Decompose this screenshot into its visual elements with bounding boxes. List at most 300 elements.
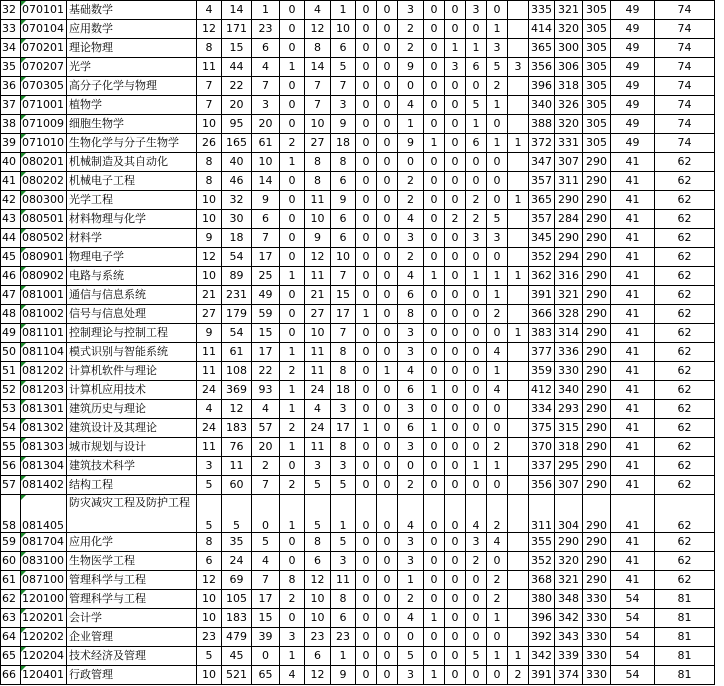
major-name-cell[interactable]: 信号与信息处理 xyxy=(67,305,197,324)
major-code-cell[interactable] xyxy=(21,571,67,590)
value-cell[interactable]: 290 xyxy=(583,457,611,476)
value-cell[interactable]: 4 xyxy=(487,533,508,552)
value-cell[interactable]: 5 xyxy=(252,533,280,552)
value-cell[interactable]: 320 xyxy=(555,115,583,134)
value-cell[interactable]: 8 xyxy=(331,362,356,381)
value-cell[interactable]: 315 xyxy=(555,419,583,438)
value-cell[interactable]: 0 xyxy=(424,191,445,210)
major-code-cell[interactable] xyxy=(21,286,67,305)
value-cell[interactable]: 0 xyxy=(377,305,398,324)
major-code-cell[interactable] xyxy=(21,362,67,381)
value-cell[interactable]: 328 xyxy=(555,305,583,324)
major-code-cell[interactable] xyxy=(21,58,67,77)
value-cell[interactable]: 2 xyxy=(398,172,424,191)
value-cell[interactable] xyxy=(508,476,529,495)
major-code-cell[interactable] xyxy=(21,134,67,153)
value-cell[interactable]: 0 xyxy=(377,533,398,552)
value-cell[interactable]: 0 xyxy=(445,324,466,343)
value-cell[interactable]: 1 xyxy=(508,324,529,343)
value-cell[interactable]: 377 xyxy=(529,343,555,362)
value-cell[interactable]: 17 xyxy=(252,248,280,267)
major-name-cell[interactable]: 结构工程 xyxy=(67,476,197,495)
value-cell[interactable]: 0 xyxy=(377,77,398,96)
value-cell[interactable]: 0 xyxy=(377,400,398,419)
value-cell[interactable] xyxy=(508,96,529,115)
value-cell[interactable]: 0 xyxy=(280,286,305,305)
value-cell[interactable]: 6 xyxy=(466,134,487,153)
value-cell[interactable]: 1 xyxy=(280,438,305,457)
value-cell[interactable]: 4 xyxy=(252,552,280,571)
value-cell[interactable]: 2 xyxy=(487,438,508,457)
value-cell[interactable] xyxy=(508,457,529,476)
value-cell[interactable]: 7 xyxy=(252,77,280,96)
value-cell[interactable] xyxy=(508,362,529,381)
value-cell[interactable]: 41 xyxy=(611,362,655,381)
value-cell[interactable]: 0 xyxy=(466,324,487,343)
value-cell[interactable]: 3 xyxy=(331,400,356,419)
value-cell[interactable]: 10 xyxy=(197,191,222,210)
value-cell[interactable]: 290 xyxy=(583,400,611,419)
value-cell[interactable]: 0 xyxy=(377,495,398,533)
value-cell[interactable]: 0 xyxy=(424,305,445,324)
value-cell[interactable]: 0 xyxy=(424,590,445,609)
value-cell[interactable]: 0 xyxy=(487,628,508,647)
value-cell[interactable]: 0 xyxy=(466,438,487,457)
value-cell[interactable]: 62 xyxy=(655,267,715,286)
value-cell[interactable]: 0 xyxy=(280,305,305,324)
value-cell[interactable]: 290 xyxy=(583,419,611,438)
row-number-cell[interactable]: 38 xyxy=(1,115,21,134)
row-number-cell[interactable]: 32 xyxy=(1,1,21,20)
value-cell[interactable]: 0 xyxy=(424,571,445,590)
value-cell[interactable]: 4 xyxy=(398,495,424,533)
value-cell[interactable]: 3 xyxy=(398,343,424,362)
value-cell[interactable]: 12 xyxy=(305,571,331,590)
value-cell[interactable]: 0 xyxy=(356,552,377,571)
value-cell[interactable]: 11 xyxy=(222,457,252,476)
value-cell[interactable]: 1 xyxy=(280,153,305,172)
value-cell[interactable]: 392 xyxy=(529,628,555,647)
value-cell[interactable]: 41 xyxy=(611,286,655,305)
value-cell[interactable]: 81 xyxy=(655,590,715,609)
value-cell[interactable]: 1 xyxy=(280,267,305,286)
value-cell[interactable]: 0 xyxy=(356,134,377,153)
value-cell[interactable]: 1 xyxy=(331,495,356,533)
major-code-cell[interactable] xyxy=(21,400,67,419)
value-cell[interactable]: 0 xyxy=(356,39,377,58)
value-cell[interactable]: 0 xyxy=(424,229,445,248)
value-cell[interactable]: 1 xyxy=(280,400,305,419)
value-cell[interactable]: 9 xyxy=(252,191,280,210)
value-cell[interactable]: 54 xyxy=(222,248,252,267)
value-cell[interactable]: 1 xyxy=(487,362,508,381)
value-cell[interactable]: 74 xyxy=(655,134,715,153)
value-cell[interactable]: 1 xyxy=(377,362,398,381)
major-code-cell[interactable] xyxy=(21,248,67,267)
value-cell[interactable]: 27 xyxy=(197,305,222,324)
value-cell[interactable] xyxy=(508,609,529,628)
value-cell[interactable]: 290 xyxy=(583,495,611,533)
value-cell[interactable]: 305 xyxy=(583,58,611,77)
value-cell[interactable]: 62 xyxy=(655,305,715,324)
value-cell[interactable]: 4 xyxy=(305,400,331,419)
value-cell[interactable]: 357 xyxy=(529,210,555,229)
value-cell[interactable]: 396 xyxy=(529,77,555,96)
value-cell[interactable]: 62 xyxy=(655,438,715,457)
value-cell[interactable]: 41 xyxy=(611,343,655,362)
value-cell[interactable] xyxy=(508,628,529,647)
value-cell[interactable] xyxy=(508,1,529,20)
value-cell[interactable]: 8 xyxy=(331,590,356,609)
value-cell[interactable]: 24 xyxy=(305,381,331,400)
value-cell[interactable]: 368 xyxy=(529,571,555,590)
value-cell[interactable]: 81 xyxy=(655,666,715,685)
value-cell[interactable]: 18 xyxy=(222,229,252,248)
value-cell[interactable]: 290 xyxy=(583,343,611,362)
value-cell[interactable]: 3 xyxy=(487,39,508,58)
value-cell[interactable]: 0 xyxy=(424,362,445,381)
value-cell[interactable]: 347 xyxy=(529,153,555,172)
value-cell[interactable]: 6 xyxy=(398,286,424,305)
value-cell[interactable]: 330 xyxy=(583,628,611,647)
value-cell[interactable]: 62 xyxy=(655,172,715,191)
value-cell[interactable]: 95 xyxy=(222,115,252,134)
row-number-cell[interactable]: 33 xyxy=(1,20,21,39)
value-cell[interactable]: 0 xyxy=(280,324,305,343)
value-cell[interactable]: 10 xyxy=(331,248,356,267)
value-cell[interactable]: 6 xyxy=(331,229,356,248)
major-name-cell[interactable]: 会计学 xyxy=(67,609,197,628)
value-cell[interactable]: 62 xyxy=(655,381,715,400)
value-cell[interactable]: 6 xyxy=(252,39,280,58)
value-cell[interactable]: 330 xyxy=(583,647,611,666)
value-cell[interactable]: 1 xyxy=(508,191,529,210)
value-cell[interactable]: 3 xyxy=(331,96,356,115)
value-cell[interactable]: 0 xyxy=(424,343,445,362)
value-cell[interactable]: 0 xyxy=(424,20,445,39)
value-cell[interactable]: 340 xyxy=(555,381,583,400)
value-cell[interactable]: 0 xyxy=(424,58,445,77)
value-cell[interactable]: 0 xyxy=(356,666,377,685)
value-cell[interactable]: 306 xyxy=(555,58,583,77)
value-cell[interactable]: 0 xyxy=(445,628,466,647)
row-number-cell[interactable]: 34 xyxy=(1,39,21,58)
value-cell[interactable]: 8 xyxy=(197,39,222,58)
value-cell[interactable]: 0 xyxy=(487,476,508,495)
value-cell[interactable]: 290 xyxy=(583,210,611,229)
value-cell[interactable]: 57 xyxy=(252,419,280,438)
value-cell[interactable]: 294 xyxy=(555,248,583,267)
major-code-cell[interactable] xyxy=(21,172,67,191)
value-cell[interactable]: 0 xyxy=(356,153,377,172)
value-cell[interactable]: 1 xyxy=(331,1,356,20)
value-cell[interactable]: 0 xyxy=(445,381,466,400)
row-number-cell[interactable]: 56 xyxy=(1,457,21,476)
value-cell[interactable]: 5 xyxy=(331,476,356,495)
value-cell[interactable]: 61 xyxy=(222,343,252,362)
value-cell[interactable] xyxy=(508,305,529,324)
value-cell[interactable]: 412 xyxy=(529,381,555,400)
value-cell[interactable]: 0 xyxy=(377,571,398,590)
major-name-cell[interactable]: 建筑技术科学 xyxy=(67,457,197,476)
value-cell[interactable]: 0 xyxy=(356,191,377,210)
value-cell[interactable]: 1 xyxy=(252,1,280,20)
value-cell[interactable]: 8 xyxy=(305,172,331,191)
value-cell[interactable]: 0 xyxy=(377,628,398,647)
value-cell[interactable]: 6 xyxy=(305,552,331,571)
value-cell[interactable]: 2 xyxy=(280,590,305,609)
value-cell[interactable]: 0 xyxy=(466,362,487,381)
major-code-cell[interactable] xyxy=(21,324,67,343)
value-cell[interactable] xyxy=(508,39,529,58)
value-cell[interactable]: 41 xyxy=(611,419,655,438)
value-cell[interactable]: 365 xyxy=(529,191,555,210)
major-name-cell[interactable]: 电路与系统 xyxy=(67,267,197,286)
value-cell[interactable]: 2 xyxy=(280,362,305,381)
value-cell[interactable]: 23 xyxy=(305,628,331,647)
value-cell[interactable]: 5 xyxy=(305,476,331,495)
value-cell[interactable]: 49 xyxy=(611,39,655,58)
value-cell[interactable]: 2 xyxy=(466,552,487,571)
row-number-cell[interactable]: 43 xyxy=(1,210,21,229)
value-cell[interactable]: 305 xyxy=(583,115,611,134)
value-cell[interactable]: 305 xyxy=(583,1,611,20)
value-cell[interactable]: 290 xyxy=(583,533,611,552)
value-cell[interactable] xyxy=(508,571,529,590)
value-cell[interactable]: 0 xyxy=(445,343,466,362)
row-number-cell[interactable]: 47 xyxy=(1,286,21,305)
value-cell[interactable]: 0 xyxy=(445,476,466,495)
value-cell[interactable]: 2 xyxy=(398,248,424,267)
value-cell[interactable]: 0 xyxy=(280,248,305,267)
value-cell[interactable]: 12 xyxy=(197,20,222,39)
value-cell[interactable]: 0 xyxy=(356,248,377,267)
value-cell[interactable]: 0 xyxy=(280,172,305,191)
value-cell[interactable]: 49 xyxy=(611,77,655,96)
value-cell[interactable]: 0 xyxy=(424,1,445,20)
value-cell[interactable]: 305 xyxy=(583,39,611,58)
value-cell[interactable]: 8 xyxy=(197,533,222,552)
row-number-cell[interactable]: 61 xyxy=(1,571,21,590)
value-cell[interactable]: 49 xyxy=(252,286,280,305)
value-cell[interactable]: 0 xyxy=(398,77,424,96)
value-cell[interactable] xyxy=(508,153,529,172)
value-cell[interactable]: 20 xyxy=(252,438,280,457)
value-cell[interactable]: 0 xyxy=(487,419,508,438)
value-cell[interactable]: 9 xyxy=(197,229,222,248)
value-cell[interactable]: 6 xyxy=(398,381,424,400)
value-cell[interactable]: 4 xyxy=(305,1,331,20)
value-cell[interactable]: 0 xyxy=(377,647,398,666)
value-cell[interactable]: 7 xyxy=(197,96,222,115)
value-cell[interactable]: 331 xyxy=(555,134,583,153)
value-cell[interactable]: 3 xyxy=(331,457,356,476)
row-number-cell[interactable]: 52 xyxy=(1,381,21,400)
value-cell[interactable]: 0 xyxy=(356,267,377,286)
value-cell[interactable]: 295 xyxy=(555,457,583,476)
major-code-cell[interactable] xyxy=(21,476,67,495)
value-cell[interactable]: 0 xyxy=(252,495,280,533)
value-cell[interactable]: 62 xyxy=(655,324,715,343)
major-code-cell[interactable] xyxy=(21,1,67,20)
value-cell[interactable]: 41 xyxy=(611,381,655,400)
value-cell[interactable]: 74 xyxy=(655,58,715,77)
value-cell[interactable]: 11 xyxy=(197,438,222,457)
row-number-cell[interactable]: 55 xyxy=(1,438,21,457)
value-cell[interactable]: 300 xyxy=(555,39,583,58)
value-cell[interactable]: 1 xyxy=(398,115,424,134)
value-cell[interactable]: 0 xyxy=(377,191,398,210)
value-cell[interactable]: 12 xyxy=(222,400,252,419)
value-cell[interactable]: 290 xyxy=(583,286,611,305)
value-cell[interactable]: 0 xyxy=(445,229,466,248)
value-cell[interactable]: 0 xyxy=(252,647,280,666)
value-cell[interactable]: 321 xyxy=(555,1,583,20)
value-cell[interactable]: 1 xyxy=(331,647,356,666)
value-cell[interactable]: 0 xyxy=(487,552,508,571)
value-cell[interactable] xyxy=(508,343,529,362)
value-cell[interactable]: 337 xyxy=(529,457,555,476)
value-cell[interactable]: 4 xyxy=(280,666,305,685)
value-cell[interactable]: 41 xyxy=(611,438,655,457)
value-cell[interactable]: 0 xyxy=(377,457,398,476)
value-cell[interactable]: 0 xyxy=(466,20,487,39)
value-cell[interactable] xyxy=(508,590,529,609)
value-cell[interactable]: 9 xyxy=(305,229,331,248)
value-cell[interactable]: 1 xyxy=(487,457,508,476)
value-cell[interactable]: 0 xyxy=(424,476,445,495)
value-cell[interactable]: 40 xyxy=(222,153,252,172)
value-cell[interactable]: 365 xyxy=(529,39,555,58)
value-cell[interactable]: 62 xyxy=(655,343,715,362)
value-cell[interactable]: 3 xyxy=(508,58,529,77)
value-cell[interactable]: 1 xyxy=(487,134,508,153)
value-cell[interactable]: 11 xyxy=(305,343,331,362)
value-cell[interactable]: 62 xyxy=(655,457,715,476)
value-cell[interactable]: 0 xyxy=(466,305,487,324)
value-cell[interactable]: 290 xyxy=(583,305,611,324)
value-cell[interactable]: 27 xyxy=(305,305,331,324)
value-cell[interactable]: 0 xyxy=(356,229,377,248)
value-cell[interactable]: 290 xyxy=(583,248,611,267)
value-cell[interactable]: 0 xyxy=(377,210,398,229)
value-cell[interactable]: 0 xyxy=(280,191,305,210)
value-cell[interactable]: 11 xyxy=(197,58,222,77)
value-cell[interactable]: 0 xyxy=(487,324,508,343)
value-cell[interactable]: 0 xyxy=(356,438,377,457)
value-cell[interactable]: 46 xyxy=(222,172,252,191)
value-cell[interactable]: 1 xyxy=(466,457,487,476)
value-cell[interactable]: 2 xyxy=(280,419,305,438)
major-name-cell[interactable]: 材料学 xyxy=(67,229,197,248)
value-cell[interactable]: 0 xyxy=(445,191,466,210)
major-code-cell[interactable] xyxy=(21,457,67,476)
value-cell[interactable]: 62 xyxy=(655,286,715,305)
value-cell[interactable] xyxy=(508,419,529,438)
value-cell[interactable]: 45 xyxy=(222,647,252,666)
value-cell[interactable]: 1 xyxy=(424,267,445,286)
value-cell[interactable]: 74 xyxy=(655,1,715,20)
value-cell[interactable]: 0 xyxy=(466,248,487,267)
value-cell[interactable]: 0 xyxy=(445,533,466,552)
value-cell[interactable]: 3 xyxy=(466,1,487,20)
value-cell[interactable]: 41 xyxy=(611,172,655,191)
value-cell[interactable]: 6 xyxy=(197,552,222,571)
major-name-cell[interactable]: 计算机软件与理论 xyxy=(67,362,197,381)
value-cell[interactable]: 290 xyxy=(583,552,611,571)
value-cell[interactable]: 0 xyxy=(445,96,466,115)
value-cell[interactable] xyxy=(508,229,529,248)
value-cell[interactable]: 24 xyxy=(197,419,222,438)
value-cell[interactable]: 0 xyxy=(280,77,305,96)
value-cell[interactable]: 0 xyxy=(356,362,377,381)
value-cell[interactable]: 1 xyxy=(487,96,508,115)
value-cell[interactable]: 396 xyxy=(529,609,555,628)
value-cell[interactable]: 316 xyxy=(555,267,583,286)
major-code-cell[interactable] xyxy=(21,39,67,58)
row-number-cell[interactable]: 46 xyxy=(1,267,21,286)
major-code-cell[interactable] xyxy=(21,419,67,438)
value-cell[interactable]: 41 xyxy=(611,476,655,495)
value-cell[interactable]: 1 xyxy=(487,647,508,666)
value-cell[interactable]: 9 xyxy=(197,324,222,343)
value-cell[interactable]: 10 xyxy=(197,210,222,229)
value-cell[interactable]: 335 xyxy=(529,1,555,20)
value-cell[interactable]: 5 xyxy=(197,476,222,495)
value-cell[interactable]: 342 xyxy=(555,609,583,628)
value-cell[interactable]: 62 xyxy=(655,533,715,552)
value-cell[interactable]: 12 xyxy=(305,248,331,267)
value-cell[interactable]: 1 xyxy=(280,381,305,400)
value-cell[interactable]: 165 xyxy=(222,134,252,153)
value-cell[interactable]: 2 xyxy=(398,20,424,39)
value-cell[interactable]: 4 xyxy=(252,400,280,419)
value-cell[interactable]: 1 xyxy=(280,647,305,666)
value-cell[interactable]: 0 xyxy=(356,400,377,419)
value-cell[interactable]: 23 xyxy=(252,20,280,39)
value-cell[interactable]: 0 xyxy=(377,20,398,39)
value-cell[interactable]: 0 xyxy=(445,590,466,609)
value-cell[interactable]: 290 xyxy=(555,191,583,210)
value-cell[interactable]: 49 xyxy=(611,1,655,20)
value-cell[interactable]: 5 xyxy=(305,495,331,533)
value-cell[interactable]: 0 xyxy=(377,96,398,115)
major-code-cell[interactable] xyxy=(21,305,67,324)
value-cell[interactable]: 0 xyxy=(445,609,466,628)
major-name-cell[interactable]: 机械电子工程 xyxy=(67,172,197,191)
value-cell[interactable]: 2 xyxy=(398,39,424,58)
value-cell[interactable]: 342 xyxy=(529,647,555,666)
value-cell[interactable]: 10 xyxy=(252,153,280,172)
value-cell[interactable]: 1 xyxy=(487,609,508,628)
value-cell[interactable]: 11 xyxy=(305,267,331,286)
value-cell[interactable]: 1 xyxy=(356,305,377,324)
value-cell[interactable]: 1 xyxy=(466,267,487,286)
value-cell[interactable]: 54 xyxy=(611,609,655,628)
value-cell[interactable]: 290 xyxy=(583,476,611,495)
value-cell[interactable]: 60 xyxy=(222,476,252,495)
value-cell[interactable]: 320 xyxy=(555,552,583,571)
value-cell[interactable]: 0 xyxy=(377,324,398,343)
value-cell[interactable]: 14 xyxy=(222,1,252,20)
value-cell[interactable]: 21 xyxy=(197,286,222,305)
value-cell[interactable]: 7 xyxy=(252,229,280,248)
value-cell[interactable]: 231 xyxy=(222,286,252,305)
value-cell[interactable] xyxy=(508,20,529,39)
value-cell[interactable]: 93 xyxy=(252,381,280,400)
value-cell[interactable]: 307 xyxy=(555,476,583,495)
value-cell[interactable]: 0 xyxy=(487,191,508,210)
